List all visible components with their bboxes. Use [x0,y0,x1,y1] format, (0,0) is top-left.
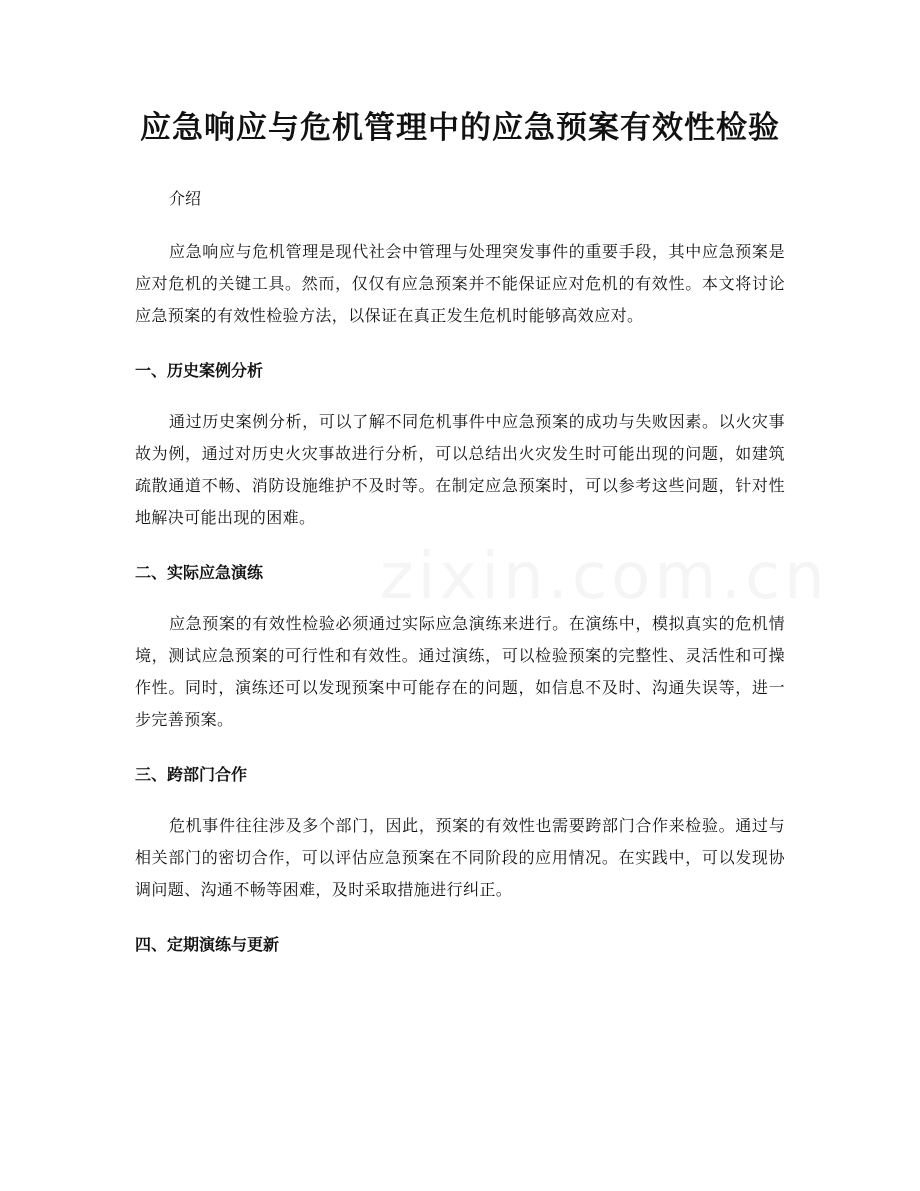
section-heading-update: 四、定期演练与更新 [135,935,280,954]
section-heading-history: 一、历史案例分析 [135,361,264,380]
section-heading-cooperation: 三、跨部门合作 [135,765,248,784]
section-heading-drill: 二、实际应急演练 [135,563,264,582]
intro-paragraph: 应急响应与危机管理是现代社会中管理与处理突发事件的重要手段，其中应急预案是应对危机的关键工具。然而，仅仅有应急预案并不能保证应对危机的有效性。本文将讨论应急预案的有效性检验方法，以保证在真正发生危机时能够高效应对。 [135,242,785,325]
watermark: zixin.com.cn [380,540,829,614]
section-paragraph-cooperation: 危机事件往往涉及多个部门，因此，预案的有效性也需要跨部门合作来检验。通过与相关部门的密切合作，可以评估应急预案在不同阶段的应用情况。在实践中，可以发现协调问题、沟通不畅等困难，及时采取措施进行纠正。 [135,816,785,899]
section-paragraph-drill: 应急预案的有效性检验必须通过实际应急演练来进行。在演练中，模拟真实的危机情境，测试应急预案的可行性和有效性。通过演练，可以检验预案的完整性、灵活性和可操作性。同时，演练还可以发现预案中可能存在的问题，如信息不及时、沟通失误等，进一步完善预案。 [135,614,785,729]
document-title: 应急响应与危机管理中的应急预案有效性检验 [140,110,780,146]
section-paragraph-history: 通过历史案例分析，可以了解不同危机事件中应急预案的成功与失败因素。以火灾事故为例，通过对历史火灾事故进行分析，可以总结出火灾发生时可能出现的问题，如建筑疏散通道不畅、消防设施维护不及时等。在制定应急预案时，可以参考这些问题，针对性地解决可能出现的困难。 [135,412,785,527]
intro-label: 介绍 [169,189,202,208]
